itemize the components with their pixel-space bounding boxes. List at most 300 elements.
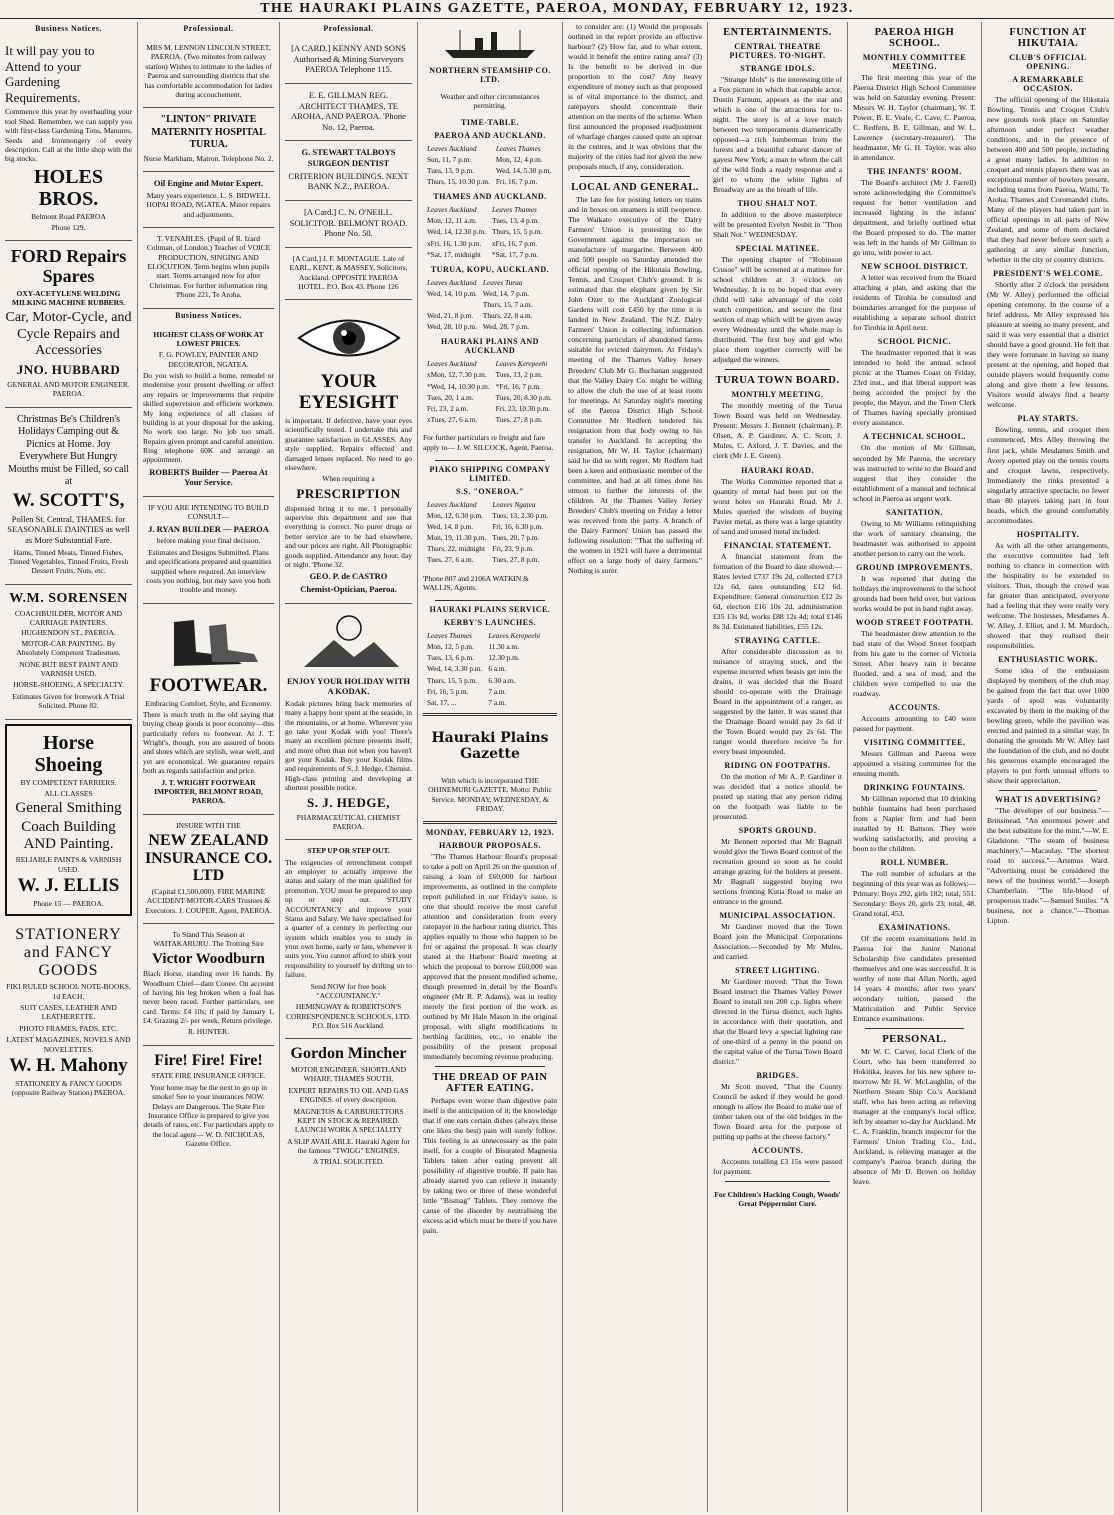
horse: HORSE-SHOEING, A SPECIALTY. [13,680,124,690]
ta: THAMES AND AUCKLAND. [433,192,547,202]
timetable-cell: Tues, 13, 2 p.m. [495,370,543,380]
criterion: CRITERION BUILDINGS. NEXT BANK N.Z., PAEROA. [288,170,409,192]
timetable-cell: Mon, 12, 6.30 p.m. [427,510,483,520]
timetable-row [425,500,550,509]
remark: A REMARKABLE OCCASION. [1012,75,1084,93]
car-repairs: Car, Motor-Cycle, and Cycle Repairs and Accessories [5,309,132,359]
ellis-phone: Phone 15 — PAEROA. [33,898,104,908]
mincher: Gordon Mincher [290,1045,407,1063]
scott-ad [5,408,132,585]
holes-phone: Phone 129. [51,223,86,232]
timetable-cell: Fri, 23, 10.30 p.m. [495,403,550,413]
timetable-cell: *Fri, 16, 7 p.m. [495,381,541,391]
eye-illustration [294,308,404,368]
timetable-cell: Mon, 12, 11 a.m. [427,216,477,226]
turua-board: TURUA TOWN BOARD. [715,375,840,387]
further: For further particulars re freight and fare apply to— J. W. SILCOCK, Agent, Paeroa. [423,433,554,452]
timetable-cell: Wed, 21, 8 p.m. [427,311,474,321]
oil-engine: Oil Engine and Motor Expert. [153,178,264,189]
fire-sub: STATE FIRE INSURANCE OFFICE. [151,1071,266,1081]
section-header: Business Notices. [175,310,242,320]
timetable-cell: Leaves Auckland [427,499,477,509]
piako: PIAKO SHIPPING COMPANY LIMITED. [429,464,551,483]
tech: A TECHNICAL SCHOOL. [863,432,966,442]
powley-body: Do you wish to build a home, remodel or modernise your present dwelling or effect any repairs or improvements that require skilled supervision and efficient workmen. My long experience of all classes of building is at your disposal for the asking. No work too large. No job too small. Repairs given prompt and careful attention. Ring telephone 60K and arrange an appointment. [143,371,274,465]
timetable-row [425,698,542,707]
victor-body: Black Horse, standing over 16 hands. By Woodburn Chief—dam Conee. On account of having his leg broken when a foal has never been raced. Further particulars, see card. Terms: £4 10s; if paid by January 1, £4. Grazing 2/- per week. Return privilege. [143,969,274,1026]
expert: EXPERT REPAIRS TO OIL AND GAS ENGINES. of every description. [288,1085,409,1105]
section-header: Professional. [323,24,374,33]
timetable-cell: Leaves Auckland [427,359,477,369]
timetable-kerby [423,629,544,709]
ryan: J. RYAN BUILDER — PAEROA [148,523,269,534]
hps: HAURAKI PLAINS SERVICE. [429,605,551,615]
drinking-body: Mr Gillman reported that 10 drinking bubble fountains had been purchased from a Napier firm and had been installed by H. Battson. They were working satisfactorily, and proving a boon to the children. [853,793,976,853]
hauraki-road: HAURAKI ROAD. [741,465,814,475]
magnetos: MAGNETOS & CARBURETTORS KEPT IN STOCK & REPAIRED. LAUNCH WORK A SPECIALITY [293,1106,404,1135]
timetable-cell: xMon, 12, 7.30 p.m. [427,370,487,380]
sorensen-sub: COACHBUILDER, MOTOR AND CARRIAGE PAINTERS. HUGHENDON ST., PAEROA. [14,608,123,637]
timetable-row [425,239,544,248]
timetable-cell: Tues, 13, 6 p.m. [427,653,474,663]
ground-body: It was reported that during the holidays the improvements to the school grounds had been held over, but various works would be put in hand right away. [853,573,976,613]
timetable-row [425,155,553,164]
kodak-body: Kodak pictures bring back memories of many a happy hour spent at the seaside, in the mountains, or at home. Wherever you go take your Kodak with you! There's many an excellent picture presents itself, and more often than not when you haven't got your Kodak. Buy your Kodak films and requirements of S. J. Hedge, Chemist. High-class printing and developing at shortest possible notice. [285,698,412,793]
lennon-ad [143,37,274,108]
montague-ad [285,248,412,301]
mincher-ad [285,1039,412,1174]
visiting-body: Messrs Gillman and Paeroa were appointed a visiting committee for the ensuing month. [853,748,976,778]
timetable-row [425,404,554,413]
timetable-row [425,177,553,186]
visiting: VISITING COMMITTEE. [863,737,966,747]
timetable-cell: Wed, 14, 7 p.m. [482,288,530,298]
timetable-cell: Wed, 14, 12.30 p.m. [427,227,486,237]
send: Send NOW for free book "ACCOUNTANCY." [310,981,387,1000]
timetable-piako [423,498,552,567]
photo: PHOTO FRAMES, PADS, ETC. [19,1023,118,1033]
pres: PRESIDENT'S WELCOME. [993,269,1103,279]
suit: SUIT CASES, LEATHER AND LEATHERETTE. [20,1003,117,1022]
timetable-cell: Tues, 27, 6 a.m. [427,555,474,565]
gillman: E. E. GILLMAN REG. ARCHITECT THAMES, TE AROHA, AND PAEROA. 'Phone No. 12, Paeroa. [291,89,406,132]
timetable-cell: *Wed, 14, 10.30 p.m. [427,381,490,391]
bidwell-ad [143,172,274,228]
reliable: RELIABLE PAINTS & VARNISH USED. [15,855,122,874]
timetable-row [425,653,542,662]
sports-body: Mr Bennett reported that Mr Bagnall would give the Town Board control of the recreation ground so soon as he could arrange grazing for the holders at present. Mr Bagnall suggested buying two sections fronting Kutia Road to make an entrance to the ground. [713,836,842,907]
timetable-row [425,278,535,287]
timetable-row [425,522,550,531]
timetable-cell: Tues, 13, 4 p.m. [492,216,539,226]
timetable-cell: Leaves Thames [495,143,541,153]
timetable-cell: Leaves Kerepeehi [488,631,541,641]
timetable-cell: Wed, 14, 3.30 p.m. [427,664,483,674]
accounts: ACCOUNTS. [751,1146,804,1156]
bridges-body: Mr Scott moved, "That the County Council be asked if they would be good enough to allow the Board to make use of timber taken out of the old bridges in the Town Board area for the purpose of putting up paths at the cheese factory." [713,1082,842,1142]
timetable-cell: Tues, 13, 9 p.m. [427,165,474,175]
powley: F. G. POWLEY, PAINTER AND DECORATOR, NGATEA. [158,350,259,369]
section-header: Professional. [183,24,234,33]
eyesight: YOUR EYESIGHT [298,371,399,414]
local-general-title: LOCAL AND GENERAL. [571,182,699,194]
infants: THE INFANTS' ROOM. [867,167,962,177]
harbour-continued: to consider are: (1) Would the proposals outlined in the report provide an effective harbour? (2) How far, and to what extent, would it benefit the entire rating area? (3) Is the benefit to be derived in due proportion to the cost? Any heavy expenditure of money such as that proposed is of vital importance to the district, and ratepayers should concentrate their attention on the merits of the scheme. When first announced the proposed readjustment of wharfage charges caused quite an uproar in the centres, and it was obvious that the majority of the cities had not given the new proposals much, if any, consideration. [568,22,702,172]
timetable-cell: Thurs, 22, 8 a.m. [482,311,533,321]
strange-idols: STRANGE IDOLS. [740,64,815,73]
hosp-body: As with all the other arrangements, the executive committee had left nothing to chance in connection with the hospitality to be extended to visitors. Thus, though the crowd was far greater than anticipated, everyone had a feeling that they were really very welcome. The hostesses, Mesdames A. W. Alley, J. Elliot, and J. M. Murdoch, showed that they realised their responsibilities. [987,540,1109,650]
timetable-row [425,664,542,673]
slip: A SLIP AVAILABLE. Hauraki Agent for the famous "TWIGG" ENGINES. [287,1136,410,1155]
column-professional [138,22,280,1512]
accounts-body: Accounts totalling £3 15s were passed for payment. [713,1157,842,1177]
timetable-cell: Fri, 16, 7 p.m. [495,177,538,187]
ryan-ad [143,497,274,604]
picnic-body: The headmaster reported that it was intended to hold the annual school picnic at the Thames Coast on Friday, 23rd inst., and that liberal support was being accorded the project by the people, the Mayor, and the Town Clerk of Thames having specially promised every assistance. [853,348,976,428]
timetable-cell: Thurs, 15, 5 p.m. [492,227,543,237]
timetable-row [425,227,544,236]
timetable-cell: Leaves Auckland [427,205,477,215]
timetable-row [425,205,544,214]
wood-street: WOOD STREET FOOTPATH. [855,617,974,627]
timetable-cell: Thurs, 15, 7 a.m. [482,299,533,309]
pa: PAEROA AND AUCKLAND. [434,130,546,140]
peppermint-ad: For Children's Hacking Cough, Woods' Great Peppermint Cure. [714,1189,841,1209]
timetable-cell: Sun, 11, 7 p.m. [427,154,472,164]
ford-ad [5,241,132,407]
harbour-body: "The Thames Harbour Board's proposal to take a poll on April 26 on the question of raising a loan of £60,000 for harbour improvements, as outlined in the complete report published in our Friday's issue, is one that should receive the most careful attention and consideration from every ratepayer in the harbour rating district. This applies equally to those who happen to be for or against the proposal. It was clearly stated at the Harbour Board meeting at which the proposal to borrow £60,000 was approved that the present modified scheme, though presented in detail by the Board's engineer (Mr R. P. Adams), was in reality merely the first portion of the work as outlined by Mr Hale Mason in the original proposal, with slight modifications in berthing facilities, etc., to enable the possibility of the present proposal immediately becoming revenue producing. [423,851,557,1062]
monthly-meeting: MONTHLY MEETING. [731,390,824,400]
shoeing: Horse Shoeing [34,731,103,776]
oneroa: S.S. "ONEROA." [456,486,524,496]
street-body: Mr Gardiner moved: "That the Town Board instruct the Thames Valley Power Board to install ten 200 c.p. lights where directed in the Turua district, such lights in accordance with their quotation, and that the Board levy a special lighting rate of one-third of a penny in the pound on the capital value of the Turua Town Board district." [713,977,842,1067]
phs-title: PAEROA HIGH SCHOOL. [874,27,955,49]
dread-body: Perhaps even worse than digestive pain itself is the anticipation of it; the knowledge that if one eats certain dishes (always those one likes the best) pain will surely follow. This feeling is as unnecessary as the pain itself, for a couple of Bisurated Magnesia Tablets taken after eating prevent all possibility of digestive trouble. If pain has already started you can relieve it instantly by taking two or three of these wonderful little "Bismag" Tablets. They remove the cause of the disorder by neutralising the excess acid which must be there if you have pain. [423,1096,557,1236]
timetable-cell: Tues, 13, 2.30 p.m. [492,510,549,520]
section-header: Business Notices. [35,24,102,33]
clubs: CLUB'S OFFICIAL OPENING. [1009,53,1087,71]
harbour-proposals: HARBOUR PROPOSALS. [439,840,541,850]
castro-sub: Chemist-Optician, Paeroa. [300,583,397,594]
allclasses: ALL CLASSES [44,788,93,798]
trial: A TRIAL SOLICITED. [312,1157,385,1167]
straying-cattle: STRAYING CATTLE. [734,635,821,645]
insure: INSURE WITH THE [176,820,241,830]
stationery: STATIONERY and FANCY GOODS [15,926,122,980]
timetable-cell: 7 a.m. [488,686,507,696]
timetable-cell: Thurs, 15, 5 p.m. [427,675,478,685]
boot-illustration [154,612,264,672]
coach: Coach Building AND Painting. [21,819,116,853]
tsn: THOU SHALT NOT. [737,199,818,209]
wright: J. T. WRIGHT FOOTWEAR IMPORTER, BELMONT ROAD, PAEROA. [154,777,263,806]
hubbard: JNO. HUBBARD [16,362,121,378]
timetable-row [425,300,535,309]
timetable-cell: Tues, 27, 8 p.m. [492,555,540,565]
column-professional-2 [280,22,418,1512]
timetable-row [425,166,553,175]
timetable-cell: xFri, 16, 1.30 p.m. [427,238,482,248]
weather: Weather and other circumstances permitting. [440,91,540,110]
ryan-estimates: Estimates and Designs Submitted. Plans and specifications prepared and quantities supplied where required. An interview costs you nothing, but may save you both trouble and money. [145,547,272,595]
timetable-cell: *Sat, 17, midnight [427,249,481,259]
timetable-cell: Tues, 27, 8 p.m. [495,414,543,424]
timetable-cell [425,300,479,309]
gazette-sub: With which is incorporated THE OHINEMURI GAZETTE. Motto: Public Service. MONDAY, WEDNESDAY, & FRIDAY. [428,775,552,813]
mahony-ad [5,920,132,1105]
bridges: BRIDGES. [756,1071,799,1081]
holes-bros: HOLES BROS. [34,165,103,210]
timetable-cell: 7 a.m. [488,697,507,707]
municipal: MUNICIPAL ASSOCIATION. [719,911,836,921]
timetable-row [425,642,542,651]
sports-ground: SPORTS GROUND. [738,825,817,835]
timetable-cell: Fri, 23, 9 p.m. [492,544,534,554]
ryan-intro: IF YOU ARE INTENDING TO BUILD CONSULT— [148,503,269,522]
timetable-row [425,687,542,696]
timetable-row [425,393,554,402]
timetable-row [425,415,554,424]
timetable-row [425,676,542,685]
riding: RIDING ON FOOTPATHS. [724,760,831,770]
timetable: TIME-TABLE. [460,117,520,127]
paint: NONE BUT BEST PAINT AND VARNISH USED. [19,659,118,678]
kerby: KERBY'S LAUNCHES. [443,618,537,628]
roberts: ROBERTS Builder — Paeroa At Your Service. [149,466,268,488]
timetable-cell: Tues, 20, 7 p.m. [492,533,540,543]
step-body: The exigencies of retrenchment compel an employer to actually improve the status and salary of the man qualified for promotion. YOU must be prepared to step up or step out. STUDY ACCOUNTANCY and improve your Status and Salary. We have specialised for a quarter of a century in perfecting our system which enables you to study in your own home, early or late, whenever it suits you. You cannot afford to shirk your responsibility to yourself by drifting on to failure. [285,857,412,980]
sorensen: W.M. SORENSEN [9,590,128,606]
kenny: [A CARD.] KENNY AND SONS Authorised & Mining Surveyors PAEROA Telephone 115. [291,43,406,75]
nsc: NORTHERN STEAMSHIP CO. LTD. [429,66,551,84]
roll: ROLL NUMBER. [880,857,949,867]
sorensen-ad [5,585,132,720]
nz-insurance-ad [143,815,274,924]
montague: [A Card.] J. F. MONTAGUE. Late of EARL, KENT, & MASSEY, Solicitors, Auckland. OPPOSITE PAEROA HOTEL. P.O. Box 43. Phone 126 [289,253,408,291]
column-entertainments [708,22,848,1512]
footwear-ad [143,604,274,815]
talboys-ad [285,141,412,201]
timetable-cell: Thurs, 15, 10.30 p.m. [427,177,490,187]
timetable-cell: Thurs, 22, midnight [427,544,485,554]
pres-body: Shortly after 2 o'clock the president (Mr W. Alley) performed the official opening ceremony. In the course of a brief address, Mr Alley expressed his pleasure at seeing so many present, and said it was very essential that a district should have a good ground. He felt that they were fortunate in having so many present at the opening, and hoped that outside players would frequently come along and give them a few lessons. Visitors would always find a hearty welcome. [987,280,1109,410]
steamship-icon [435,26,545,62]
timetable-row [425,250,544,259]
financial: FINANCIAL STATEMENT. [723,540,832,550]
picnic: SCHOOL PICNIC. [877,337,952,347]
victor-ad [143,924,274,1046]
linton-sub: Nurse Markham, Matron. Telephone No. 2. [143,153,274,163]
prescription: PRESCRIPTION [296,485,401,501]
enth-body: Some idea of the enthusiasm displayed by members of the club may be gained from the fact that over 1000 yards of spoil was voluntarily excavated by them in the making of the bowling green, while the pavilion was erected and painted in a similar way. In donating the grounds Mr W. Alley laid the foundation of the club, and no doubt his generous example encouraged the players to put forth unusual efforts to show their appreciation. [987,665,1109,785]
ford-repairs: FORD Repairs Spares [10,246,127,287]
timetable-cell: 12.30 p.m. [488,653,520,663]
fire-ad [143,1046,274,1157]
talboys: G. STEWART TALBOYS SURGEON DENTIST [301,147,396,168]
oxy-welding: OXY-ACETYLENE WELDING MILKING MACHINE RUBBERS. [11,288,126,308]
sanit-body: Owing to Mr Williams relinquishing the work of sanitary cleansing, the headmaster was authorised to appoint another person to carry out the work. [853,518,976,558]
venables: T. VENABLES. (Pupil of R. Izard Coltman, of London.) Teacher of VOICE PRODUCTION, SINGING AND ELOCUTION. Term begins when pupils start. Terms arranged now for after Christmas. For further information ring 'Phone 221, Te Aroha. [146,233,271,300]
timetable-cell: Wed, 28, 7 p.m. [482,322,530,332]
timetable-cell: *Sat, 17, 7 p.m. [492,249,539,259]
timetable-cell: Leaves Turua [482,277,523,287]
masthead: THE HAURAKI PLAINS GAZETTE, PAEROA, MONDAY, FEBRUARY 12, 1923. [0,0,1114,19]
column-shipping-editorial [418,22,563,1512]
editorial-date: MONDAY, FEBRUARY 12, 1923. [425,827,555,837]
column-local-general [563,22,708,1512]
timetable-hauraki-plains [423,357,556,426]
mahony-sub: STATIONERY & FANCY GOODS (opposite Railway Station) PAEROA. [11,1078,126,1098]
kenny-ad [285,37,412,84]
drinking: DRINKING FOUNTAINS. [863,782,966,792]
central-theatre: CENTRAL THEATRE PICTURES. TO-NIGHT. [729,42,826,60]
timetable-cell: Mon, 19, 11.30 p.m. [427,533,487,543]
nsd: NEW SCHOOL DISTRICT. [861,262,968,272]
timetable-cell: Leaves Auckland [427,143,477,153]
scott-address: Pollen St. Central, THAMES. for SEASONABLE DAINTIES as well as More Substantial Fare. [7,513,130,545]
timetable-cell: Mon, 12, 5 p.m. [427,642,474,652]
timetable-thames-auckland [423,203,546,261]
timetable-row [425,382,554,391]
timetable-cell: Fri, 16, 6.30 p.m. [492,521,544,531]
infants-body: The Board's architect (Mr J. Farrell) wrote acknowledging the Committee's request for better ventilation and increased lighting in the infants' department, and briefly outlined what the Board proposed to do. The matter was left in the hands of Mr Gillman to go into, with power to act. [853,178,976,258]
timetable-row [425,555,550,564]
mcm: MONTHLY COMMITTEE MEETING. [862,53,967,71]
phs-accounts: ACCOUNTS. [888,702,941,712]
play-body: Bowling, tennis, and croquet then commenced, Mrs Alley throwing the first jack, while Mesdames Smith and Avery opened play on the tennis courts and croquet lawns, respectively. Immediately the rinks presented a singularly attractive spectacle, no fewer than 80 players taking part in four heads, which the ground comfortably accommodates. [987,425,1109,525]
fire: Fire! Fire! Fire! [154,1051,263,1069]
timetable-cell: Tues, 20, 8.30 p.m. [495,392,552,402]
watkin: 'Phone 807 and 2106A WATKIN & WALLIS, Agents. [423,573,529,593]
gazette-title: Hauraki Plains Gazette [431,729,549,762]
garden-body: Commence this year by overhauling your tool Shed. Remember, we can supply you with first-class Gardening Tons, Manures, Seeds and Ironmongery of every description. Call at the little shop with the big stocks. [5,107,132,164]
estimates: Estimates Given for Ironwork A Trial Solicited. Phone 82. [12,691,125,711]
motorcar: MOTOR-CAR PAINTING. By Absolutely Competent Tradesmen. [16,638,121,658]
cattle-body: After considerable discussion as to nuisance of straying stock, and the expense incurred when beasts get into the drains, it was decided that the Board should co-operate with the Drainage Board in the appointment of a ranger, as suggested by the latter. It was stated that the Drainage Board would pay 2s 6d if the Town Board would pay 2s 6d. The ranger would therefore receive 5s for every beast impounded. [713,646,842,756]
dread-title: THE DREAD OF PAIN AFTER EATING. [432,1072,548,1095]
phs-body: The first meeting this year of the Paeroa District High School Committee was held on Saturday evening. Present: Messrs W. H. Taylor (chairman), W. T. Power, B. E. Veale, C. Cave, C. Paeroa, C. Redfern, B. E. Gillman, and W. L. Lawrence (secretary-treasurer). The headmaster, Mr G. H. Taylor, was also in attendance. [853,73,976,163]
rx-body: dispensed bring it to me. I personally supervise this department and see that everything is correct. No purer drugs or better service are to be had elsewhere, and our prices are right. All Photographic goods supplied. Attendance any hour, day or night. 'Phone 32. [285,503,412,569]
timetable-cell: Leaves Thames [492,205,537,215]
oneill: [A Card.] C. N. O'NEILL. SOLICITOR. BELMONT ROAD. Phone No. 50. [289,206,408,239]
timetable-paeroa-auckland [423,142,555,188]
tech-body: On the motion of Mr Gillman, seconded by Mr Paeroa, the secretary was instructed to write to the Board and suggest that they consider the establishment of a manual and technical school in Paeroa as urgent work. [853,443,976,503]
hemingway: HEMINGWAY & ROBERTSON'S CORRESPONDENCE SCHOOLS, LTD. P.O. Box 516 Auckland. [286,1002,411,1031]
street-lighting: STREET LIGHTING. [735,966,820,976]
timetable-cell: xTues, 27, 6 a.m. [427,414,478,424]
timetable-row [425,631,542,640]
fin-body: A financial statement from the formation of the Board to date showed:—Rates levied £737 19s 2d, collected £713 12s 6d, rates outstanding £12 6d. Expenditure: General construction £12 2s 6d, election £16 10s 2d, administration £35 13s 8d, works £88 12s 4d; total £146 8s 3d. Estimated liabilities, £55 12s. [713,551,842,631]
rx-intro: When requiring a [322,474,375,484]
timetable-row [425,216,544,225]
stand: To Stand This Season at WAITAKARURU. The Trotting Sire [153,929,264,949]
timetable-cell: 6.30 a.m. [488,675,516,685]
adv-title: WHAT IS ADVERTISING? [995,794,1101,804]
play: PLAY STARTS. [1017,414,1079,424]
mincher-sub: MOTOR ENGINEER. SHORTLAND WHARF, THAMES SOUTH. [290,1065,407,1084]
gardening-ad [5,37,132,241]
footwear-body: There is much truth in the old saying that buying cheap goods is poor economy—this particularly refers to footwear. At J. T. Wright's, though, you are assured of boots and shoes which are stylish, wear well, and yet are economical. We guarantee repairs both as regards satisfaction and price. [143,709,274,776]
ent-title: ENTERTAINMENTS. [723,27,832,38]
spec-body: The opening chapter of "Robinson Crusoe" will be screened at a matinee for school children at 3 o'clock on Wednesday. It is to be hoped that every child will take advantage of the cold watch competition, and secure the first section of map which will be given away every Wednesday until the whole map is distributed. The first boy and girl who place them together correctly will be adjudged the winners. [713,255,842,365]
ground: GROUND IMPROVEMENTS. [856,562,973,572]
eye-body: is important. If defective, have your eyes scientifically tested. I undertake this and guarantee satisfaction in GLASSES. Any style supplied. Repairs effected and damaged lenses replaced. No need to go elsewhere. [285,416,412,472]
riding-body: On the motion of Mr A. P. Gardiner it was decided that a notice should be posted up stating that any person riding on the footpath was liable to be prosecuted. [713,771,842,821]
holes-address: Belmont Road PAEROA [31,211,106,221]
nz-sub: (Capital £1,500,000). FIRE MARINE ACCIDENT MOTOR-CARS Trustees & Executors. J. COUPER, Agent, PAEROA. [145,886,272,915]
timetable-cell: Sat, 17, ... [427,697,457,707]
tsn-body: In addition to the above masterpiece will be presented Evelyn Nesbit in "Thou Shalt Not." WEDNESDAY. [713,210,842,240]
personal-body: Mr W. C. Carver, local Clerk of the Court, who has been transferred to Hokitika, leaves for his new sphere to-morrow. Mr H. W. McLaughlin, of the Northern Steam Ship Co.'s Auckland staff, who has been acting as relieving manager at the company's local office, left by steamer to-day for Auckland. Mr C. A. Franklin, branch inspector for the Farmers' Union Trading Co., Ltd., Auckland, is relieving manager at the company's Paeroa branch during the absence of Mr D. Brown on holiday leave. [853,1047,976,1187]
scott-list: Hams, Tinned Meats, Tinned Fishes, Tinned Vegetables, Tinned Fruits, Fresh Dessert Fruits, Nuts, etc. [8,547,129,576]
timetable-cell: Mon, 12, 4 p.m. [495,154,543,164]
linton-ad [143,108,274,172]
mags: LATEST MAGAZINES, NOVELS AND NOVELETTES. [6,1035,131,1054]
smithing: General Smithing [15,800,122,817]
muni-body: Mr Gardiner moved that the Town Board join the Municipal Corporations Association.—Seconded by Mr Mules, and carried. [713,922,842,962]
scott-name: W. SCOTT'S, [12,489,125,511]
footwear: FOOTWEAR. [149,674,268,696]
timetable-cell: Leaves Thames [427,631,472,641]
personal: PERSONAL. [882,1034,947,1046]
strange-body: "Strange Idols" is the interesting title of a Fox picture in which that capable actor, Dustin Farnum, appears as the star and which is one of the attractions for to-night. The story is of a love match between two temperaments diametrically opposed—a rich lumberman from the forests and a beautiful cabaret dancer of gayest New York; a man to whom the call of the wild finds a ready response and a girl to whom the white lights of Broadway are as the breath of life. [713,75,842,195]
step: STEP UP OR STEP OUT. [307,846,390,856]
hr-body: The Works Committee reported that a quantity of metal had been put on the worst holes on Hauraki Road. Mr J. Mules queried the wisdom of buying Pavier metal, as there was a large quantity of sand and unused metal included. [713,476,842,536]
timetable-row [425,370,554,379]
timetable-cell: Tues, 20, 1 a.m. [427,392,474,402]
timetable-cell: 11.30 a.m. [488,642,519,652]
accountancy-ad [285,840,412,1039]
turua: TURUA, KOPU, AUCKLAND. [430,264,550,274]
column-business-notices [0,22,138,1512]
hunter: R. HUNTER. [187,1027,230,1037]
nz-insurance: NEW ZEALAND INSURANCE CO. LTD [144,832,273,885]
timetable-cell: xFri, 16, 7 p.m. [492,238,538,248]
timetable-cell: 6 a.m. [488,664,507,674]
timetable-row [425,322,535,331]
exam: EXAMINATIONS. [878,923,951,933]
timetable-cell: Leaves Auckland [427,277,477,287]
column-hikutaia [982,22,1114,1512]
fiki: FIKI RULED SCHOOL NOTE-BOOKS, 1d EACH. [6,982,131,1001]
hedge: S. J. HEDGE, [307,794,390,810]
mahony: W. H. Mahony [9,1054,128,1076]
fn-body: The official opening of the Hikutaia Bowling, Tennis and Croquet Club's new grounds took place on Saturday afternoon under perfect weather conditions, and in the presence of between 400 and 500 people, including a great many ladies. In addition to croquet and tennis players there was an exceptional number of bowlers present, including teams from Paeroa, Waihi, Te Aroha, Thames and Coromandel clubs. Many of the players had taken part in official openings in all parts of New Zealand, and some of them declared that they had never before seen such a gathering at any similar function, whether in the city or country districts. [987,95,1109,265]
timetable-row [425,289,535,298]
kodak: ENJOY YOUR HOLIDAY WITH A KODAK. [286,675,411,697]
timetable-cell: Fri, 16, 5 p.m. [427,686,469,696]
timetable-cell: Wed, 14, 10 p.m. [427,288,477,298]
castro: GEO. P. de CASTRO [309,571,388,582]
adv-body: "The developer of our business."—Brinsmead. "An enormous power and the best substitute for the mint."—W. E. Gladstone. "The steam of business machinery."—Macaulay. "The shortest road to success."—Artemus Ward. "Advertising must be considered the news of the business world."—Joseph Chamberlain. "The life-blood of prosperous trade."—Samuel Smiles. "A business, not a chance."—Thomas Lipton. [987,805,1109,926]
ryan-sub: before making your final decision. [156,536,261,546]
fire-body: Your home may be the next to go up in smoke! See to your insurances NOW. Delays are Dangerous. The State Fire Insurance Office is prepared to give you details of rates, etc. For particulars apply to the local agent— W. D. NICHOLAS, Gazette Office. [143,1082,274,1149]
farriers: BY COMPETENT FARRIERS. [20,777,117,787]
timetable-row [425,533,550,542]
timetable-cell: Leaves Kerepeehi [495,359,548,369]
horse-shoeing-ad [5,724,132,917]
hpa: HAURAKI PLAINS AND AUCKLAND [441,337,539,356]
lennon: MRS M. LENNON LINCOLN STREET, PAEROA. (Two minutes from railway station) Wishes to intimate to the ladies of Paeroa and surrounding districts that she has comfortable accommodation for ladies during accouchement. [144,43,273,99]
timetable-cell: Wed, 28, 10 p.m. [427,322,477,332]
timetable-row [425,511,550,520]
timetable-cell: Fri, 23, 2 a.m. [427,403,469,413]
bidwell: Many years experience. L. S. BIDWELL HOPAI ROAD, NGATEA. Minor repairs and adjustments. [146,190,271,219]
hedge-sub: PHARMACEUTICAL CHEMIST PAEROA. [296,812,401,831]
timetable-row [425,311,535,320]
timetable-turua [423,276,537,334]
column-high-school [848,22,982,1512]
